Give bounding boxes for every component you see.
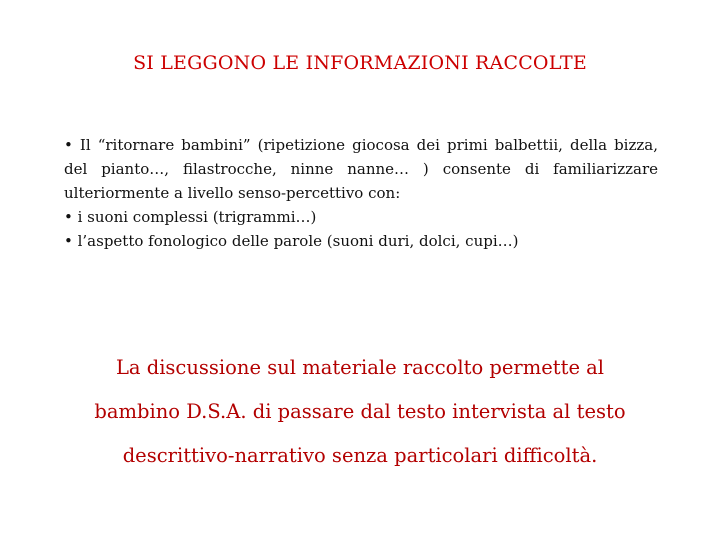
bullet-paragraph: • Il “ritornare bambini” (ripetizione giocosa dei primi balbettii, della bizza, del pianto…, filastrocche, ninne nanne… ) consente di familiarizzare ulteriormente a livello senso-percettivo con: [64, 136, 658, 202]
conclusion-line-3: descrittivo-narrativo senza particolari difficoltà. [122, 444, 598, 467]
bullet-item-phonology: • l’aspetto fonologico delle parole (suoni duri, dolci, cupi…) [64, 232, 519, 250]
bullet-item-complex-sounds: • i suoni complessi (trigrammi…) [64, 208, 317, 226]
conclusion-line-2: bambino D.S.A. di passare dal testo intervista al testo [94, 400, 626, 423]
conclusion-line-1: La discussione sul materiale raccolto permette al [115, 356, 605, 379]
bullet-list [64, 133, 658, 253]
slide-title: SI LEGGONO LE INFORMAZIONI RACCOLTE [133, 52, 587, 74]
